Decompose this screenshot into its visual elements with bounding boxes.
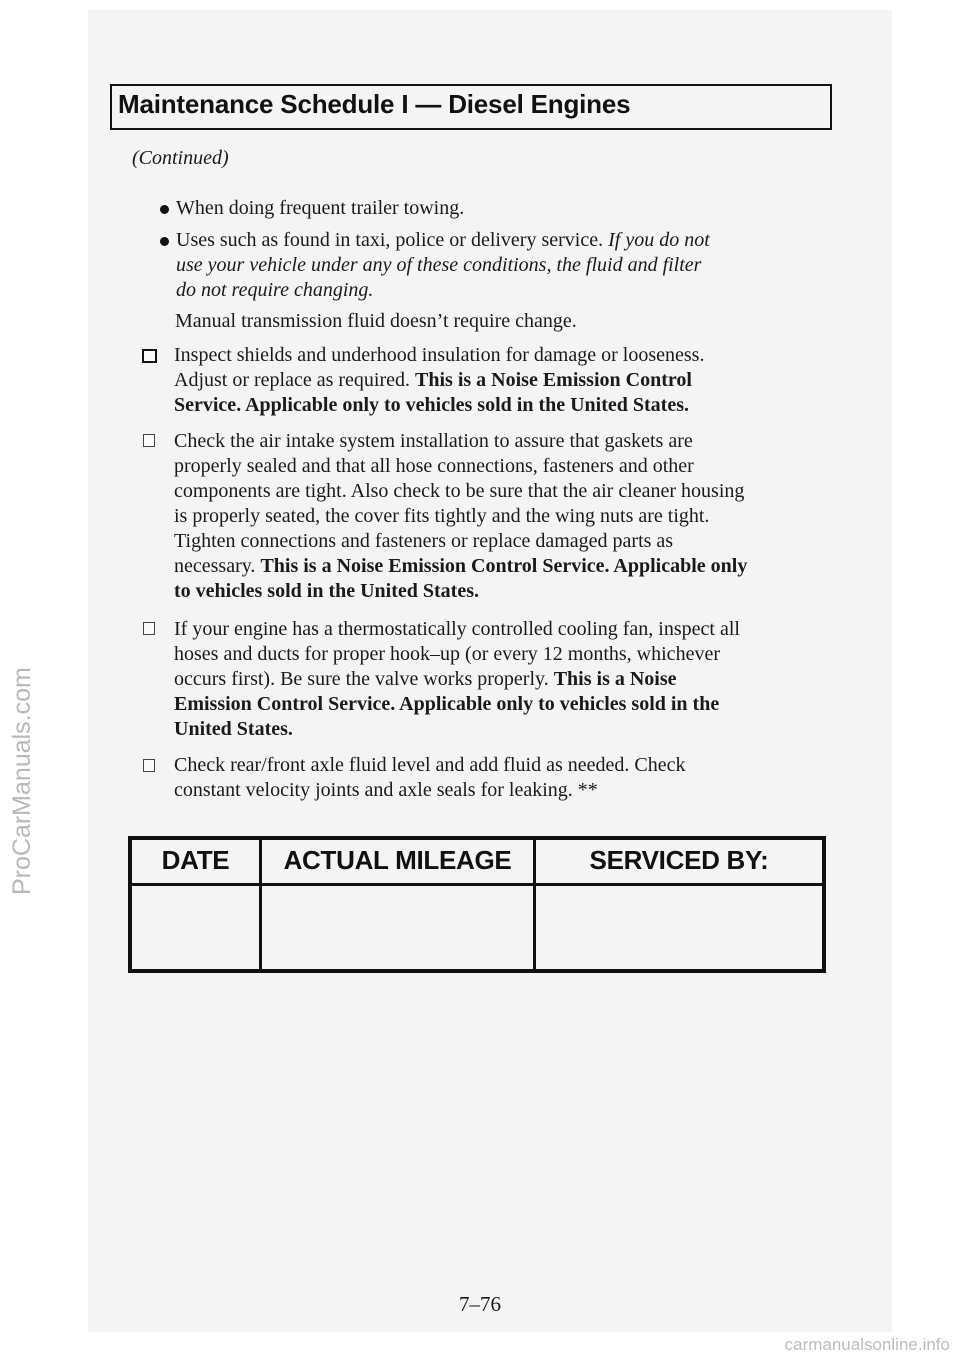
item-bold-text: Emission Control Service. Applicable only to vehicles sold in the — [174, 693, 720, 715]
bullet-item — [176, 228, 836, 303]
item-bold-text: This is a Noise Emission Control — [415, 369, 692, 391]
item-text: necessary. — [174, 555, 256, 577]
page-number: 7–76 — [459, 1292, 501, 1316]
item-text: If your engine has a thermostatically controlled cooling fan, inspect all — [174, 618, 740, 640]
checkbox-icon — [143, 622, 155, 635]
item-bold-text: This is a Noise Emission Control Service. Applicable only — [260, 555, 748, 577]
continued-label: (Continued) — [132, 147, 229, 169]
checklist-item — [174, 343, 834, 418]
table-cell-date[interactable] — [132, 886, 259, 969]
table-header-actual-mileage: ACTUAL MILEAGE — [283, 845, 512, 875]
item-text: Check rear/front axle fluid level and add fluid as needed. Check — [174, 754, 686, 776]
footer-watermark: carmanualsonline.info — [784, 1335, 950, 1354]
item-text: components are tight. Also check to be sure that the air cleaner housing — [174, 480, 745, 502]
checklist-item — [174, 429, 844, 604]
manual-note: Manual transmission fluid doesn’t require change. — [175, 310, 577, 332]
table-cell-serviced-by[interactable] — [536, 886, 822, 969]
checkbox-icon — [143, 759, 155, 772]
item-bold-text: United States. — [174, 718, 293, 740]
checkbox-icon — [143, 434, 155, 447]
bullet-text: Uses such as found in taxi, police or delivery service. — [176, 229, 604, 251]
item-text: occurs first). Be sure the valve works properly. — [174, 668, 549, 690]
item-text: constant velocity joints and axle seals for leaking. ** — [174, 779, 598, 801]
checklist-item — [174, 753, 844, 803]
item-text: Check the air intake system installation to assure that gaskets are — [174, 430, 693, 452]
bullet-item: When doing frequent trailer towing. — [176, 197, 465, 219]
item-bold-text: Service. Applicable only to vehicles sold in the United States. — [174, 394, 689, 416]
item-text: hoses and ducts for proper hook–up (or every 12 months, whichever — [174, 643, 720, 665]
side-watermark: ProCarManuals.com — [8, 667, 36, 895]
item-text: Inspect shields and underhood insulation for damage or looseness. — [174, 344, 705, 366]
item-text: properly sealed and that all hose connections, fasteners and other — [174, 455, 694, 477]
checklist-item — [174, 617, 844, 742]
item-text: is properly seated, the cover fits tightly and the wing nuts are tight. — [174, 505, 710, 527]
bullet-icon — [160, 205, 169, 214]
item-bold-text: to vehicles sold in the United States. — [174, 580, 479, 602]
bullet-italic-note: If you do not — [608, 229, 710, 251]
item-text: Adjust or replace as required. — [174, 369, 411, 391]
service-record-table — [128, 836, 826, 973]
checkbox-icon — [142, 349, 157, 363]
item-bold-text: This is a Noise — [553, 668, 677, 690]
bullet-italic-note: use your vehicle under any of these conditions, the fluid and filter — [176, 254, 702, 276]
page-title: Maintenance Schedule I — Diesel Engines — [118, 89, 631, 119]
table-header-serviced-by: SERVICED BY: — [589, 845, 769, 875]
bullet-italic-note: do not require changing. — [176, 279, 374, 301]
item-text: Tighten connections and fasteners or replace damaged parts as — [174, 530, 674, 552]
bullet-icon — [160, 237, 169, 246]
table-header-date: DATE — [161, 845, 230, 875]
table-cell-mileage[interactable] — [262, 886, 533, 969]
